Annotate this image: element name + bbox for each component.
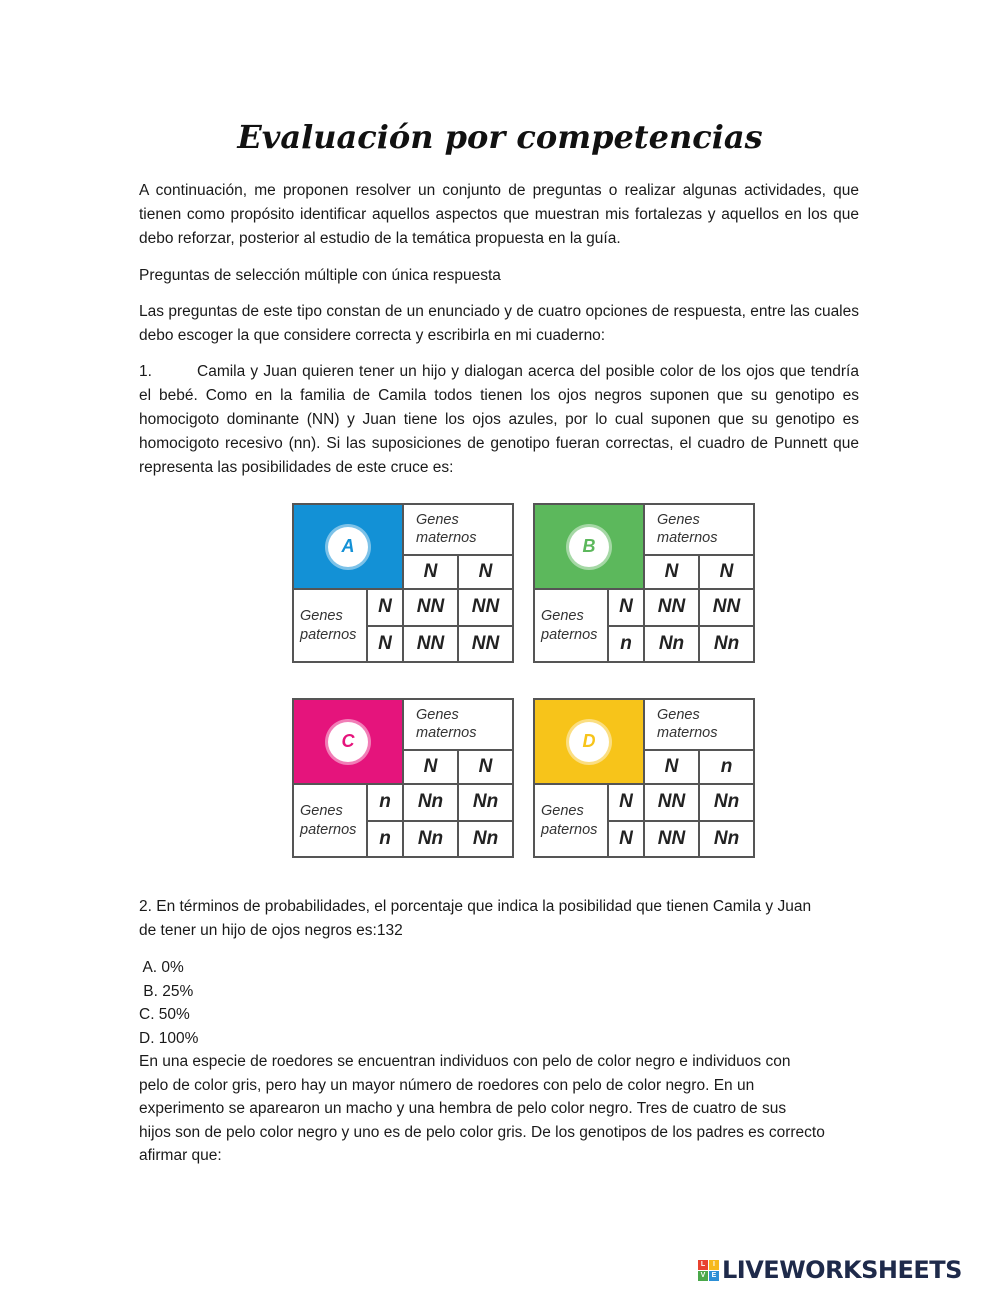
logo-square-e: E [709, 1271, 719, 1281]
punnett-square-a[interactable] [292, 503, 512, 663]
punnett-square-d[interactable] [533, 698, 753, 858]
option-d[interactable]: D. 100% [139, 1029, 199, 1047]
instructions-paragraph: Las preguntas de este tipo constan de un enunciado y de cuatro opciones de respuesta, entre las cuales debo escoger la que considere correcta y escribirla en mi cuaderno: [139, 303, 859, 344]
question-1-number: 1. [139, 363, 152, 380]
maternal-genes-label: Genes maternos [644, 504, 754, 555]
maternal-allele: N [644, 555, 699, 589]
question-3-line-2: pelo de color gris, pero hay un mayor número de roedores con pelo de color negro. En un [139, 1076, 755, 1094]
page-title: Evaluación por competencias [237, 118, 763, 156]
question-3-line-1: En una especie de roedores se encuentran individuos con pelo de color negro e individuos con [139, 1053, 791, 1070]
maternal-allele: N [403, 555, 458, 589]
option-letter-badge: D [569, 722, 609, 762]
maternal-allele: N [699, 555, 754, 589]
paternal-allele: N [608, 784, 644, 820]
option-c[interactable]: C. 50% [139, 1006, 190, 1023]
paternal-allele: N [608, 589, 644, 625]
question-1-text: Camila y Juan quieren tener un hijo y dialogan acerca del posible color de los ojos que tendría el bebé. Como en la familia de Camila todos tienen los ojos negros suponen que su genotipo es homocigoto dominante (NN) y Juan tiene los ojos azules, por lo cual suponen que su genotipo es homocigoto recesivo (nn). Si las suposiciones de genotipo fueran correctas, el cuadro de Punnett que representa las posibilidades de este cruce es: [139, 363, 859, 476]
maternal-allele: N [458, 750, 513, 784]
offspring-genotype: NN [458, 589, 513, 625]
offspring-genotype: Nn [644, 626, 699, 662]
offspring-genotype: Nn [699, 784, 754, 820]
paternal-allele: N [367, 589, 403, 625]
logo-text: LIVEWORKSHEETS [722, 1256, 962, 1284]
maternal-allele: N [644, 750, 699, 784]
question-1 [139, 360, 859, 480]
question-2-line-1: 2. En términos de probabilidades, el porcentaje que indica la posibilidad que tienen Camila y Juan [139, 898, 812, 915]
offspring-genotype: Nn [458, 821, 513, 857]
offspring-genotype: NN [403, 589, 458, 625]
punnett-square-c[interactable] [292, 698, 512, 858]
question-3-line-5: afirmar que: [139, 1147, 222, 1164]
paternal-allele: n [367, 784, 403, 820]
offspring-genotype: NN [644, 589, 699, 625]
punnett-corner [293, 699, 403, 784]
option-b[interactable]: B. 25% [139, 982, 194, 1000]
question-2-line-2: de tener un hijo de ojos negros es:132 [139, 922, 403, 939]
offspring-genotype: NN [644, 784, 699, 820]
option-letter-badge: B [569, 527, 609, 567]
logo-square-l: L [698, 1260, 708, 1270]
offspring-genotype: Nn [458, 784, 513, 820]
offspring-genotype: Nn [699, 821, 754, 857]
logo-squares-icon [698, 1260, 719, 1281]
punnett-corner [293, 504, 403, 589]
option-a[interactable]: A. 0% [139, 959, 184, 976]
question-2-options [139, 956, 825, 1168]
offspring-genotype: NN [644, 821, 699, 857]
logo-square-v: V [698, 1271, 708, 1281]
maternal-allele: N [403, 750, 458, 784]
punnett-square-b[interactable] [533, 503, 753, 663]
offspring-genotype: NN [458, 626, 513, 662]
offspring-genotype: NN [699, 589, 754, 625]
logo-square-i: I [709, 1260, 719, 1270]
maternal-genes-label: Genes maternos [644, 699, 754, 750]
section-heading: Preguntas de selección múltiple con única respuesta [139, 267, 501, 284]
option-letter-badge: C [328, 722, 368, 762]
maternal-genes-label: Genes maternos [403, 504, 513, 555]
question-3-line-4: hijos son de pelo color negro y uno es de pelo color gris. De los genotipos de los padres es correcto [139, 1123, 825, 1141]
punnett-corner [534, 699, 644, 784]
paternal-allele: N [367, 626, 403, 662]
paternal-genes-label: Genes paternos [534, 784, 608, 857]
paternal-genes-label: Genes paternos [293, 589, 367, 662]
intro-paragraph: A continuación, me proponen resolver un conjunto de preguntas o realizar algunas actividades, que tienen como propósito identificar aquellos aspectos que muestran mis fortalezas y aquellos en los que debo reforzar, posterior al estudio de la temática propuesta en la guía. [139, 182, 859, 247]
offspring-genotype: Nn [403, 821, 458, 857]
maternal-allele: n [699, 750, 754, 784]
punnett-corner [534, 504, 644, 589]
question-3-line-3: experimento se aparearon un macho y una hembra de pelo color negro. Tres de cuatro de sus [139, 1100, 787, 1117]
paternal-allele: N [608, 821, 644, 857]
liveworksheets-logo [698, 1256, 962, 1284]
maternal-genes-label: Genes maternos [403, 699, 513, 750]
paternal-allele: n [608, 626, 644, 662]
offspring-genotype: Nn [403, 784, 458, 820]
paternal-allele: n [367, 821, 403, 857]
option-letter-badge: A [328, 527, 368, 567]
offspring-genotype: Nn [699, 626, 754, 662]
offspring-genotype: NN [403, 626, 458, 662]
maternal-allele: N [458, 555, 513, 589]
paternal-genes-label: Genes paternos [293, 784, 367, 857]
paternal-genes-label: Genes paternos [534, 589, 608, 662]
